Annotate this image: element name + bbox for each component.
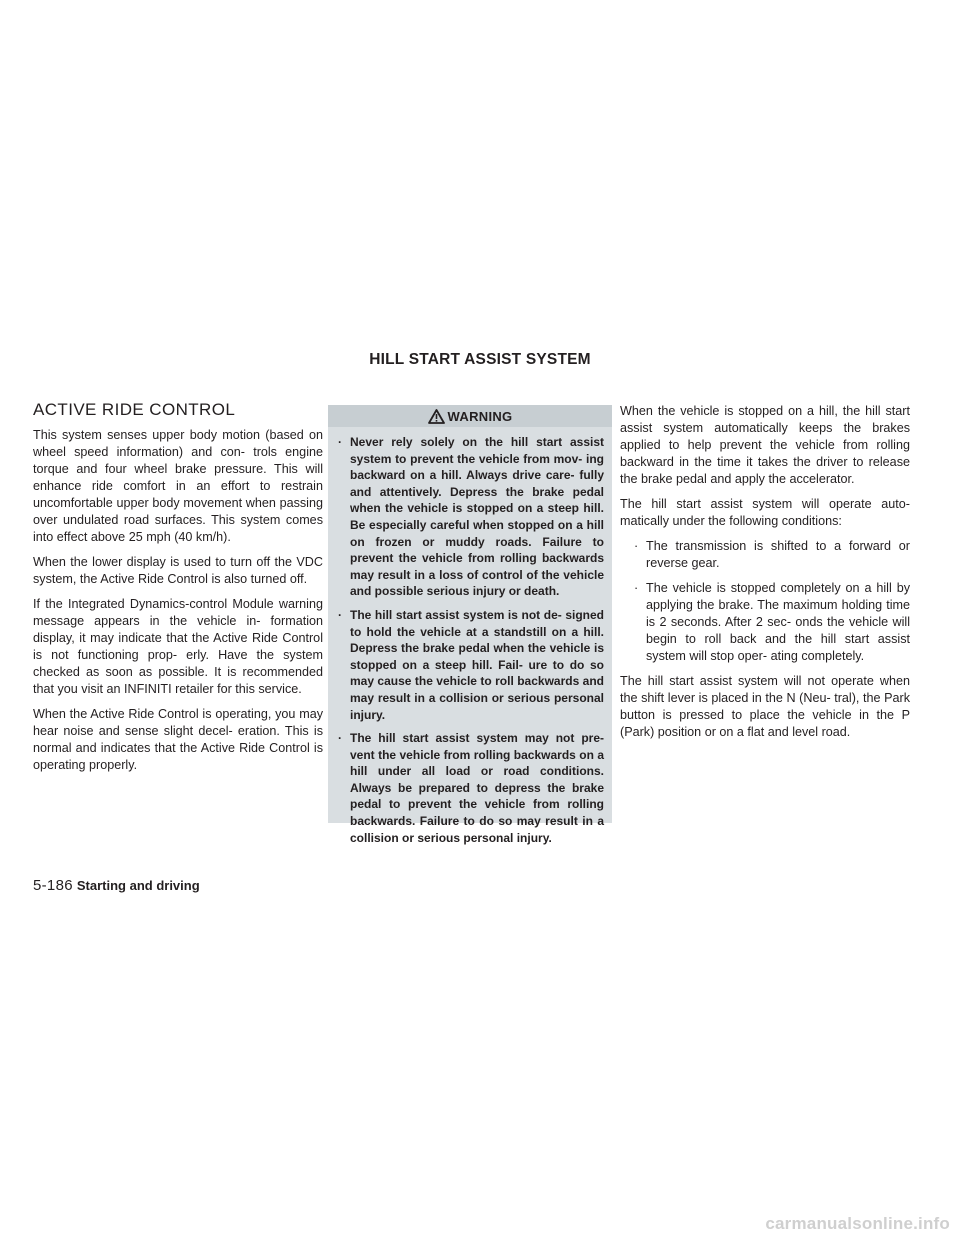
- warning-item: · The hill start assist system is not de- signed to hold the vehicle at a standstill on a hill. Depress the brake pedal when the vehicle is stopped on a steep hill. Fail- ure to do so may cause the vehicle to roll backwards and may result in a collision or serious personal injury.: [338, 607, 604, 723]
- warning-item: · Never rely solely on the hill start assist system to prevent the vehicle from mov- ing backward on a hill. Always drive care- fully and attentively. Depress the brake pedal when the vehicle is stopped on a steep hill. Be especially careful when stopped on a hill on frozen or muddy roads. Failure to prevent the vehicle from rolling backwards may result in a loss of control of the vehicle and possible serious injury or death.: [338, 434, 604, 600]
- paragraph: If the Integrated Dynamics-control Module warning message appears in the vehicle in- formation display, it may indicate that the Active Ride Control is not functioning prop- erly. Have the system checked as soon as possible. It is recommended that you visit an INFINITI retailer for this service.: [33, 597, 323, 696]
- paragraph: When the vehicle is stopped on a hill, the hill start assist system automatically keeps the brakes applied to help prevent the vehicle from rolling backward in the time it takes the driver to release the brake pedal and apply the accelerator.: [620, 404, 910, 486]
- warning-icon: [428, 409, 445, 424]
- page-number: 5-186: [33, 877, 73, 894]
- hill-start-description-column: [620, 403, 910, 749]
- warning-list: [328, 427, 612, 846]
- paragraph: The hill start assist system will not operate when the shift lever is placed in the N (Neu- tral), the Park button is pressed to place the vehicle in the P (Park) position or on a flat and level road.: [620, 674, 910, 739]
- conditions-list: [620, 538, 910, 665]
- watermark-text: carmanualsonline.info: [765, 1214, 950, 1233]
- warning-header: [328, 405, 612, 427]
- active-ride-control-column: [33, 401, 323, 782]
- warning-item: · The hill start assist system may not pre- vent the vehicle from rolling backwards on a hill under all load or road conditions. Always be prepared to depress the brake pedal to prevent the vehicle from rolling backwards. Failure to do so may result in a collision or serious personal injury.: [338, 730, 604, 846]
- page-footer: [33, 877, 200, 894]
- warning-box: [328, 405, 612, 845]
- paragraph: When the Active Ride Control is operating, you may hear noise and sense slight decel- eration. This is normal and indicates that the Active Ride Control is operating properly.: [33, 707, 323, 772]
- condition-item: · The vehicle is stopped completely on a hill by applying the brake. The maximum holding time is 2 seconds. After 2 sec- onds the vehicle will begin to roll back and the hill start assist system will stop oper- ating completely.: [620, 580, 910, 665]
- warning-title: WARNING: [447, 408, 513, 424]
- section-title: HILL START ASSIST SYSTEM: [369, 351, 591, 368]
- chapter-title: Starting and driving: [76, 878, 200, 893]
- paragraph: The hill start assist system will operate auto- matically under the following conditions:: [620, 497, 910, 528]
- paragraph: This system senses upper body motion (based on wheel speed information) and con- trols engine torque and four wheel brake pressure. This will enhance ride comfort in an effort to restrain uncomfortable upper body movement when passing over undulated road surfaces. This system comes into effect above 25 mph (40 km/h).: [33, 428, 323, 544]
- active-ride-control-heading: ACTIVE RIDE CONTROL: [33, 400, 236, 419]
- condition-item: · The transmission is shifted to a forward or reverse gear.: [620, 538, 910, 572]
- paragraph: When the lower display is used to turn off the VDC system, the Active Ride Control is also turned off.: [33, 555, 323, 586]
